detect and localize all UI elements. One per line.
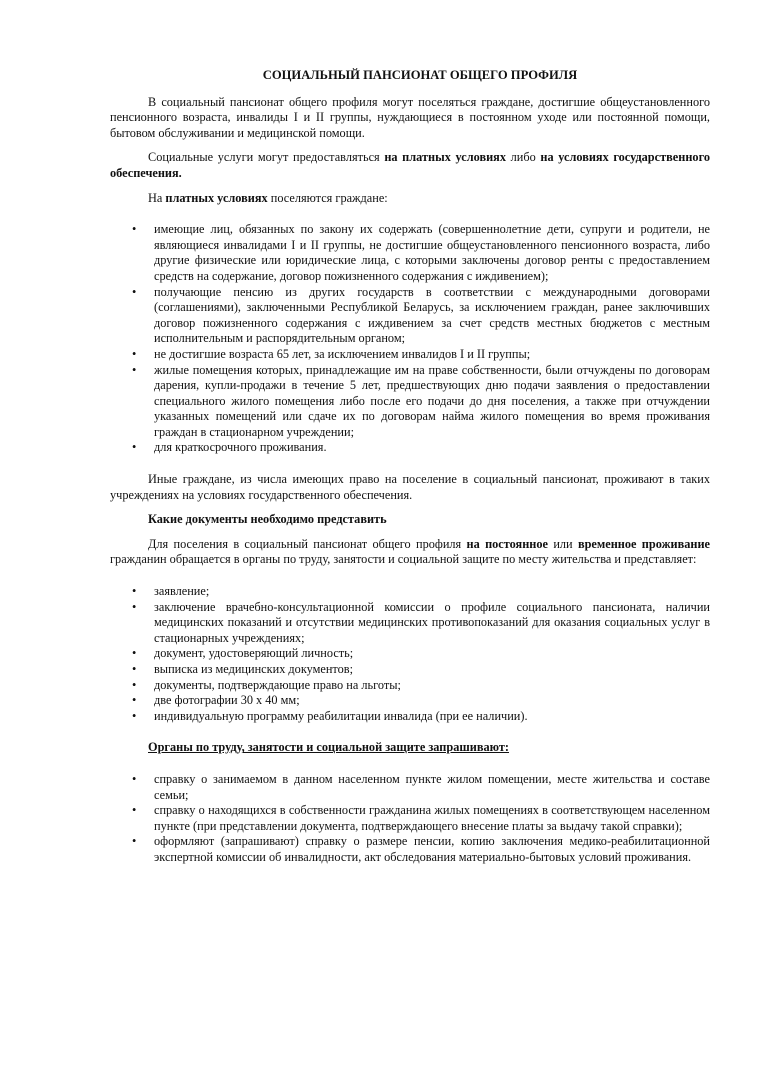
list-item-text: не достигшие возраста 65 лет, за исключением инвалидов I и II группы; xyxy=(154,346,531,361)
list-item-text: справку о занимаемом в данном населенном пункте жилом помещении, месте жительства и составе семьи; xyxy=(154,771,710,802)
list-item xyxy=(110,678,710,694)
list-item xyxy=(110,584,710,600)
list-item xyxy=(110,662,710,678)
services-text-2: либо xyxy=(510,150,536,165)
list-item-text: документ, удостоверяющий личность; xyxy=(154,646,354,661)
list-item-text: оформляют (запрашивают) справку о размере пенсии, копию заключения медико-реабилитационной экспертной комиссии об инвалидности, акт обследования материально-бытовых условий проживания. xyxy=(154,834,710,864)
list-item xyxy=(110,834,710,865)
services-text-1: Социальные услуги могут предоставляться xyxy=(148,150,380,165)
list-item xyxy=(110,222,710,284)
other-citizens-paragraph: Иные граждане, из числа имеющих право на поселение в социальный пансионат, проживают в таких учреждениях на условиях государственного обеспечения. xyxy=(110,472,710,502)
list-item xyxy=(110,440,710,456)
bullet-icon: • xyxy=(132,646,137,661)
bullet-icon: • xyxy=(132,708,137,723)
list-item-text: для краткосрочного проживания. xyxy=(154,440,327,455)
documents-heading: Какие документы необходимо представить xyxy=(148,512,387,527)
docs-text-1: Для поселения в социальный пансионат общего профиля xyxy=(148,536,462,551)
services-bold-2: на условиях государственного обеспечения. xyxy=(110,150,710,180)
list-item xyxy=(110,363,710,441)
bullet-icon: • xyxy=(132,222,137,237)
paid-text-2: поселяются граждане: xyxy=(270,190,388,205)
list-item xyxy=(110,600,710,647)
bullet-icon: • xyxy=(132,362,137,377)
docs-bold-2: временное проживание xyxy=(577,536,710,551)
bullet-icon: • xyxy=(132,599,137,614)
list-item xyxy=(110,347,710,363)
paid-bold-1: платных условиях xyxy=(165,190,268,205)
list-item-text: две фотографии 30 х 40 мм; xyxy=(154,693,300,708)
list-item-text: заключение врачебно-консультационной комиссии о профиле социального пансионата, наличии медицинских показаний и отсутствии медицинских противопоказаний для оказания социальных услуг в стационарных учреждениях; xyxy=(154,599,710,645)
documents-list xyxy=(110,584,710,724)
documents-intro-paragraph xyxy=(110,537,710,568)
list-item-text: справку о находящихся в собственности гражданина жилых помещениях в соответствующем населенном пункте (при представлении документа, подтверждающего внесение платы за выдачу такой справки); xyxy=(154,803,710,833)
bullet-icon: • xyxy=(132,834,137,849)
list-item xyxy=(110,709,710,725)
list-item-text: документы, подтверждающие право на льготы; xyxy=(154,677,401,692)
bullet-icon: • xyxy=(132,803,137,818)
intro-paragraph: В социальный пансионат общего профиля могут поселяться граждане, достигшие общеустановленного пенсионного возраста, инвалиды I и II группы, нуждающиеся в постоянном уходе или постоянной помощи, бытовом обслуживании и медицинской помощи. xyxy=(110,94,710,140)
bullet-icon: • xyxy=(132,662,137,676)
services-bold-1: на платных условиях xyxy=(384,150,506,165)
list-item xyxy=(110,646,710,662)
list-item-text: жилые помещения которых, принадлежащие им на праве собственности, были отчуждены по договорам дарения, купли-продажи в течение 5 лет, предшествующих дню подачи заявления о предоставлении специального жилого помещения либо после его подачи до дня поселения, а также при отчуждении указанных помещений или сдаче их по договорам найма жилого помещения во время проживания граждан в стационарном учреждении; xyxy=(154,362,710,439)
agencies-list xyxy=(110,772,710,866)
bullet-icon: • xyxy=(132,584,137,599)
document-title: СОЦИАЛЬНЫЙ ПАНСИОНАТ ОБЩЕГО ПРОФИЛЯ xyxy=(262,68,578,82)
list-item-text: заявление; xyxy=(154,584,210,599)
bullet-icon: • xyxy=(132,677,137,692)
bullet-icon: • xyxy=(132,346,137,361)
list-item-text: выписка из медицинских документов; xyxy=(154,662,354,676)
bullet-icon: • xyxy=(132,440,137,455)
docs-text-3: гражданин обращается в органы по труду, занятости и социальной защите по месту жительства и представляет: xyxy=(110,552,697,567)
bullet-icon: • xyxy=(132,693,137,708)
list-item-text: индивидуальную программу реабилитации инвалида (при ее наличии). xyxy=(154,708,528,723)
list-item-text: получающие пенсию из других государств в соответствии с международными договорами (соглашениями), заключенными Республикой Беларусь, за исключением граждан, ранее заключивших договор пожизненного содержания с иждивением за счет средств местных бюджетов с местным исполнительным и распорядительным органом; xyxy=(154,284,710,346)
paid-conditions-list xyxy=(110,222,710,456)
list-item-text: имеющие лиц, обязанных по закону их содержать (совершеннолетние дети, супруги и родители, не являющиеся инвалидами I и II группы, не достигшие общеустановленного пенсионного возраста, либо другие физические или юридические лица, с которыми заключены договор ренты с предоставлением средств на содержание, договор пожизненного содержания с иждивением); xyxy=(154,222,710,283)
docs-text-2: или xyxy=(553,536,573,551)
bullet-icon: • xyxy=(132,771,137,786)
list-item xyxy=(110,803,710,834)
docs-bold-1: на постоянное xyxy=(466,536,548,551)
bullet-icon: • xyxy=(132,284,137,299)
list-item xyxy=(110,693,710,709)
paid-text-1: На xyxy=(148,190,163,205)
list-item xyxy=(110,772,710,803)
services-paragraph xyxy=(110,150,710,181)
paid-paragraph xyxy=(110,191,710,207)
list-item xyxy=(110,285,710,347)
agencies-heading: Органы по труду, занятости и социальной защите запрашивают: xyxy=(148,740,509,755)
